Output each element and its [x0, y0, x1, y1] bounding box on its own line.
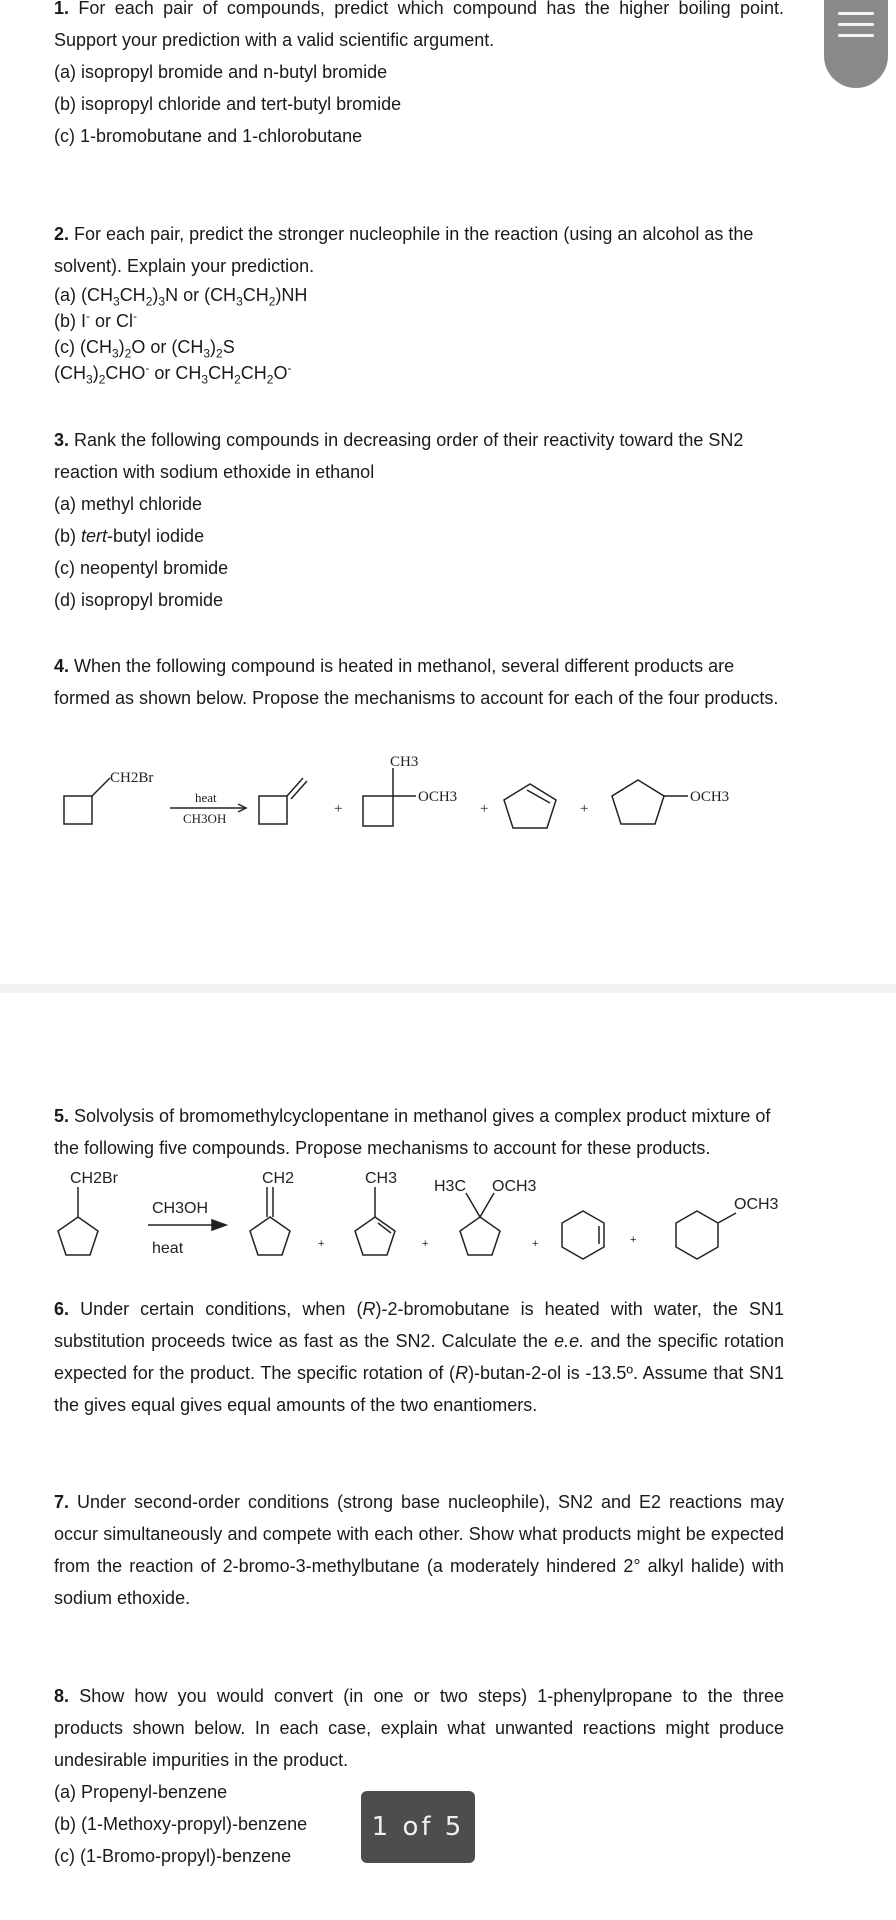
- ch2br-label: CH2Br: [70, 1170, 119, 1187]
- arrow-top-label: CH3OH: [152, 1200, 209, 1217]
- question-number: 6.: [54, 1299, 70, 1319]
- plus-sign: +: [532, 1238, 539, 1250]
- page-indicator[interactable]: 1 of 5: [361, 1791, 475, 1863]
- question-1: [54, 0, 784, 152]
- ch2br-label: CH2Br: [110, 770, 154, 786]
- question-stem: Under second-order conditions (strong base nucleophile), SN2 and E2 reactions may occur simultaneously and compete with each other. Show what products might be expected from the reaction of 2-bromo-3-methylbutane (a moderately hindered 2° alkyl halide) with sodium ethoxide.: [54, 1492, 784, 1608]
- question-stem: For each pair, predict the stronger nucleophile in the reaction (using an alcohol as the solvent). Explain your prediction.: [54, 224, 754, 276]
- question-stem: Under certain conditions, when (R)-2-bromobutane is heated with water, the SN1 substitution proceeds twice as fast as the SN2. Calculate the e.e. and the specific rotation expected for the product. The specific rotation of (R)-butan-2-ol is -13.5º. Assume that SN1 the gives equal gives equal amounts of the two enantiomers.: [54, 1299, 785, 1415]
- plus-sign: +: [480, 801, 489, 817]
- question-4: [54, 650, 784, 714]
- question-number: 3.: [54, 430, 70, 450]
- option-b: (b) tert-butyl iodide: [54, 526, 205, 546]
- option-a: (a) isopropyl bromide and n-butyl bromide: [54, 62, 388, 82]
- arrow-bottom-label: heat: [152, 1240, 184, 1257]
- question-number: 8.: [54, 1686, 70, 1706]
- question-2: [54, 218, 784, 386]
- och3-label: OCH3: [418, 789, 458, 805]
- option-d: (d) isopropyl bromide: [54, 590, 224, 610]
- och3-label: OCH3: [734, 1196, 779, 1213]
- ch2-label: CH2: [262, 1170, 295, 1187]
- question-stem: When the following compound is heated in methanol, several different products are formed as shown below. Propose the mechanisms to account for each of the four products.: [54, 656, 779, 708]
- reaction-scheme-5: [0, 1163, 896, 1263]
- plus-sign: +: [318, 1238, 325, 1250]
- och3-label: OCH3: [492, 1178, 537, 1195]
- question-stem: Solvolysis of bromomethylcyclopentane in methanol gives a complex product mixture of the following five compounds. Propose mechanisms to account for these products.: [54, 1106, 771, 1158]
- option-a: (a) methyl chloride: [54, 494, 203, 514]
- scroll-handle[interactable]: [824, 0, 888, 88]
- arrow-top-label: heat: [195, 790, 217, 805]
- option-b: (b) isopropyl chloride and tert-butyl bromide: [54, 94, 402, 114]
- question-number: 4.: [54, 656, 70, 676]
- question-number: 1.: [54, 0, 70, 18]
- ch3-label: CH3: [365, 1170, 398, 1187]
- question-3: [54, 424, 784, 616]
- option-c: (c) (1-Bromo-propyl)-benzene: [54, 1846, 292, 1866]
- option-b: (b) (1-Methoxy-propyl)-benzene: [54, 1814, 308, 1834]
- question-number: 5.: [54, 1106, 70, 1126]
- question-5: [54, 1100, 784, 1164]
- question-number: 7.: [54, 1492, 70, 1512]
- question-7: [54, 1486, 784, 1614]
- option-c: (c) 1-bromobutane and 1-chlorobutane: [54, 126, 363, 146]
- question-stem: For each pair of compounds, predict which compound has the higher boiling point. Support your prediction with a valid scientific argument.: [54, 0, 784, 50]
- plus-sign: +: [422, 1238, 429, 1250]
- h3c-label: H3C: [434, 1178, 467, 1195]
- question-number: 2.: [54, 224, 70, 244]
- menu-icon: [838, 12, 874, 45]
- reaction-scheme-4: [0, 750, 896, 850]
- plus-sign: +: [580, 801, 589, 817]
- arrow-bottom-label: CH3OH: [183, 811, 227, 826]
- ch3-label: CH3: [390, 754, 419, 770]
- option-d: $(CH_3)_2CHO^-$ or $CH_3CH_2CH_2O^-$: [54, 361, 292, 387]
- question-6: [54, 1293, 784, 1421]
- question-stem: Rank the following compounds in decreasing order of their reactivity toward the SN2 reaction with sodium ethoxide in ethanol: [54, 430, 744, 482]
- option-a: (a) Propenyl-benzene: [54, 1782, 228, 1802]
- page-separator: [0, 984, 896, 993]
- option-c: (c) $(CH_3)_2O$ or $(CH_3)_2S$: [54, 337, 235, 361]
- option-a: (a) $(CH_3CH_2)_3N$ or $(CH_3CH_2)NH$: [54, 285, 308, 309]
- och3-label: OCH3: [690, 789, 730, 805]
- option-c: (c) neopentyl bromide: [54, 558, 229, 578]
- question-stem: Show how you would convert (in one or two steps) 1-phenylpropane to the three products shown below. In each case, explain what unwanted reactions might produce undesirable impurities in the product.: [54, 1686, 784, 1770]
- option-b: (b) I- or Cl-: [54, 309, 138, 331]
- plus-sign: +: [334, 801, 343, 817]
- plus-sign: +: [630, 1234, 637, 1246]
